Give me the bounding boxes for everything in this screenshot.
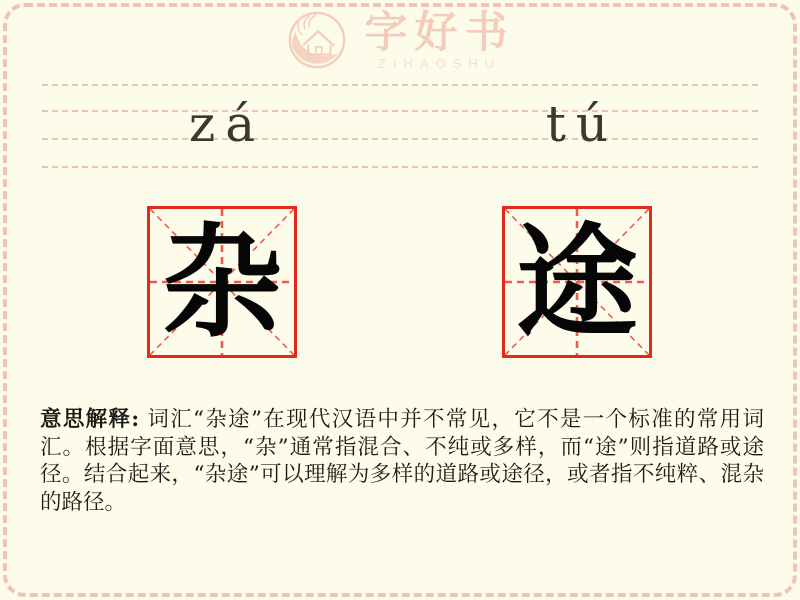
logo-subtitle: ZIHAOSHU (377, 56, 502, 71)
pinyin-guide-line (42, 84, 758, 86)
hanzi-character-2: 途 (516, 210, 638, 354)
character-grid-box-1 (147, 206, 297, 358)
pinyin-syllable-1: zá (188, 95, 266, 153)
definition-text: 词汇“杂途”在现代汉语中并不常见，它不是一个标准的常用词汇。根据字面意思，“杂”通常指混合、不纯或多样，而“途”则指道路或途径。结合起来，“杂途”可以理解为多样的道路或途径，或者指不纯粹、混杂的路径。 (40, 407, 764, 515)
house-moon-logo-icon (286, 10, 348, 72)
pinyin-syllable-2: tú (545, 95, 619, 153)
logo-title: 字好书 (364, 8, 515, 58)
character-grid-box-2 (502, 206, 652, 358)
logo-text (358, 10, 515, 72)
hanzi-character-1: 杂 (161, 210, 283, 354)
site-logo (0, 10, 800, 72)
definition-label: 意思解释: (40, 407, 140, 432)
definition-paragraph (40, 406, 764, 516)
pinyin-guide-line (42, 166, 758, 168)
